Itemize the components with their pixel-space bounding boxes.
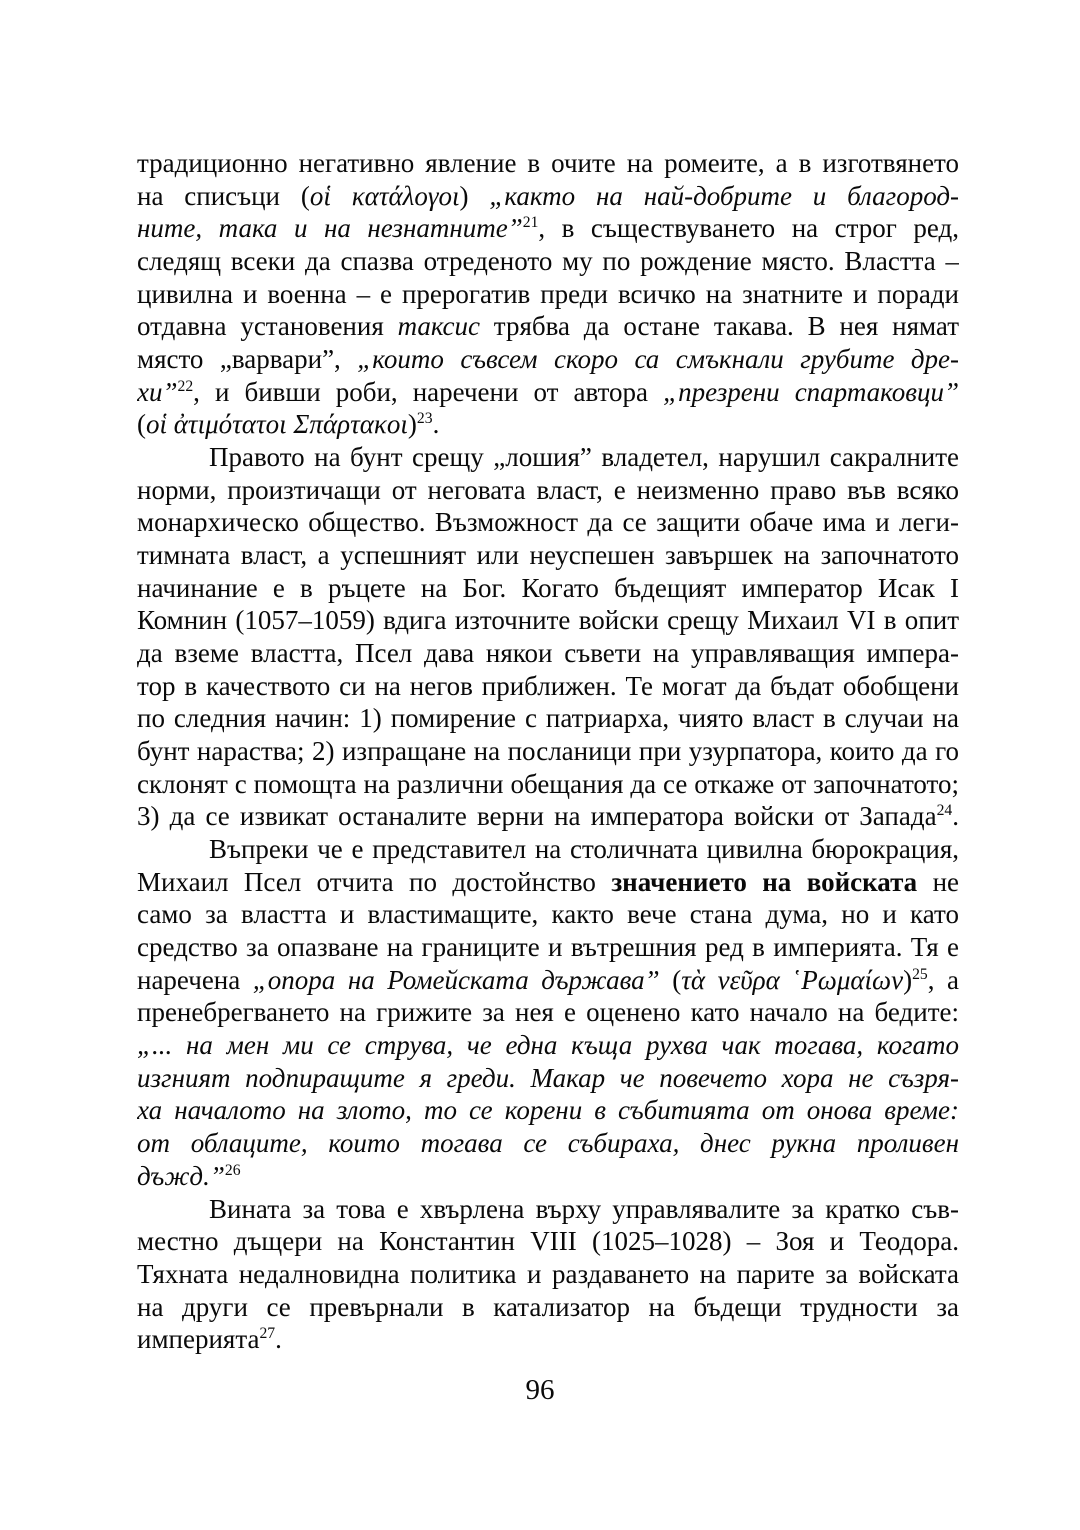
text-segment: Михаил Псел отчита по достойнство (137, 866, 612, 897)
text-line (137, 147, 959, 180)
text-line (137, 1193, 959, 1226)
text-segment: дъжд.” (137, 1160, 225, 1191)
text-line (137, 212, 959, 245)
text-segment: само за властта и властимащите, както вече стана дума, но и като (137, 899, 959, 930)
text-segment: наречена (137, 964, 253, 995)
text-segment: да вземе властта, Псел дава някои съвети на управляващия импера- (137, 638, 959, 669)
text-segment: склонят с помощта на различни обещания да се откаже от започнатото; (137, 768, 959, 799)
text-segment: ) (407, 409, 417, 440)
text-segment: ) (459, 180, 490, 211)
footnote-reference: 26 (224, 1161, 241, 1179)
text-line (137, 1291, 959, 1324)
text-segment: пренебрегването на грижите за нея е оценено като начало на бедите: (137, 997, 959, 1028)
text-line (137, 637, 959, 670)
text-line (137, 1127, 959, 1160)
text-segment: норми, произтичащи от неговата власт, е неизменно право във всяко (137, 474, 959, 505)
text-segment: на списъци ( (137, 180, 310, 211)
text-line (137, 278, 959, 311)
text-line (137, 1029, 959, 1062)
text-segment: не (917, 866, 959, 897)
text-line (137, 474, 959, 507)
text-segment: средство за опазване на границите и вътрешния ред в империята. Тя е (137, 932, 959, 963)
text-segment: „презрени спартаковци” (663, 376, 959, 407)
text-line (137, 441, 959, 474)
text-segment: трябва да остане такава. В нея нямат (479, 311, 959, 342)
text-segment: „опора на Ромейската държава” (252, 964, 660, 995)
page-number: 96 (525, 1374, 555, 1406)
footnote-reference: 25 (912, 965, 928, 983)
text-segment: . (952, 801, 959, 832)
text-segment: значението на войската (611, 866, 918, 897)
text-segment: . (275, 1324, 282, 1355)
footnote-reference: 27 (259, 1325, 276, 1343)
text-line (137, 1160, 959, 1193)
text-segment: място „варвари”, (137, 344, 358, 375)
text-line (137, 376, 959, 409)
text-line (137, 866, 959, 899)
text-segment: бунт нараства; 2) изпращане на посланици при узурпатора, които да го (137, 736, 959, 767)
text-segment: тимната власт, а успешният или неуспешен завършек на започнатото (137, 540, 959, 571)
text-line (137, 539, 959, 572)
text-line (137, 180, 959, 213)
body-text (137, 147, 959, 1356)
text-segment: Тяхната недалновидна политика и раздаването на парите за войската (137, 1258, 959, 1289)
text-segment: традиционно негативно явление в очите на ромеите, а в изготвянето (137, 148, 959, 178)
text-line (137, 898, 959, 931)
text-segment: „както на най-добрите и благород- (489, 180, 959, 211)
text-segment: таксис (397, 311, 480, 342)
text-line (137, 310, 959, 343)
text-segment: Комнин (1057–1059) вдига източните войски срещу Михаил VI в опит (137, 605, 959, 636)
text-line (137, 735, 959, 768)
text-line (137, 670, 959, 703)
text-segment: хи” (137, 376, 178, 407)
text-line (137, 343, 959, 376)
text-segment: ( (659, 964, 682, 995)
footnote-reference: 23 (416, 410, 433, 428)
text-line (137, 1094, 959, 1127)
text-segment: 3) да се извикат останалите верни на императора войски от Запада (137, 801, 937, 832)
footnote-reference: 22 (177, 377, 194, 395)
footnote-reference: 24 (936, 802, 953, 820)
text-segment: „... на мен ми се струва, че една къща рухва чак тогава, когато (137, 1030, 959, 1061)
text-line (137, 245, 959, 278)
text-segment: отдавна установения (137, 311, 398, 342)
text-line (137, 506, 959, 539)
text-line (137, 1225, 959, 1258)
text-segment: οἱ κατάλογοι (309, 180, 460, 211)
text-segment: цивилна и военна – е прерогатив преди всичко на знатните и поради (137, 278, 959, 309)
text-segment: следящ всеки да спазва отреденото му по рождение място. Властта – (137, 246, 959, 277)
text-line (137, 1258, 959, 1291)
text-line (137, 604, 959, 637)
text-line (137, 1062, 959, 1095)
text-segment: от облаците, които тогава се събираха, днес рукна проливен (137, 1128, 959, 1159)
text-segment: τὰ νεῦρα ῾Ρωμαίων (681, 964, 904, 995)
text-segment: империята (137, 1324, 260, 1355)
text-segment: ха началото на злото, то се корени в събитията от онова време: (137, 1095, 959, 1126)
text-segment: начинание е в ръцете на Бог. Когато бъдещият император Исак I (137, 572, 959, 603)
text-line (137, 964, 959, 997)
text-segment: ( (137, 409, 146, 440)
text-line (137, 996, 959, 1029)
text-line (137, 931, 959, 964)
text-segment: . (432, 409, 440, 440)
text-segment: местно дъщери на Константин VIII (1025–1028) – Зоя и Теодора. (137, 1226, 959, 1257)
text-line (137, 800, 959, 833)
text-segment: тор в качеството си на негов приближен. Те могат да бъдат обобщени (137, 670, 959, 701)
text-segment: „които съвсем скоро са смъкнали грубите дре- (357, 344, 959, 375)
text-line (137, 768, 959, 801)
footnote-reference: 21 (522, 214, 539, 232)
text-segment: на други се превърнали в катализатор на бъдещи трудности за (137, 1291, 959, 1322)
text-segment: , и бивши роби, наречени от автора (193, 376, 664, 407)
text-segment: изгният подпиращите я греди. Макар че повечето хора не съзря- (137, 1062, 959, 1093)
text-segment: ните, така и на незнатните” (137, 213, 523, 244)
text-line (137, 572, 959, 605)
text-segment: οἱ ἀτιμότατοι Σπάρτακοι (146, 409, 408, 440)
text-segment: Правото на бунт срещу „лошия” владетел, нарушил сакралните (209, 442, 959, 473)
text-segment: Вината за това е хвърлена върху управлявалите за кратко съв- (209, 1193, 959, 1224)
text-segment: монархическо общество. Възможност да се защити обаче има и леги- (137, 507, 959, 538)
text-segment: , а (927, 964, 959, 995)
text-segment: , в съществуването на строг ред, (538, 213, 959, 244)
text-line (137, 833, 959, 866)
text-segment: ) (903, 964, 913, 995)
text-line (137, 408, 959, 441)
text-line (137, 702, 959, 735)
text-segment: Въпреки че е представител на столичната цивилна бюрокрация, (209, 834, 959, 865)
text-segment: по следния начин: 1) помирение с патриарха, чиято власт в случаи на (137, 703, 959, 734)
text-line (137, 1323, 959, 1356)
